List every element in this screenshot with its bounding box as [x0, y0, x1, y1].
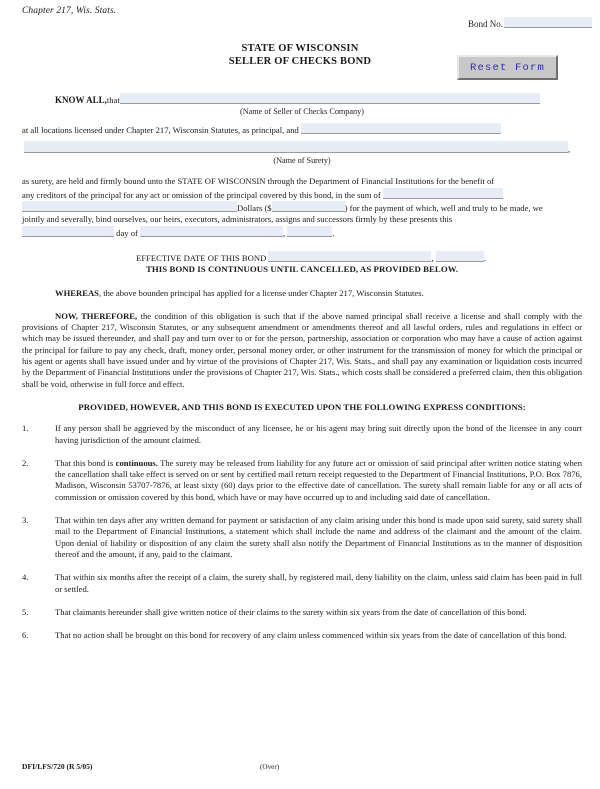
dollars-after-text: ) for the payment of which, well and truly to be made, we — [344, 203, 543, 214]
effective-date-line: EFFECTIVE DATE OF THIS BOND , . — [136, 252, 486, 263]
chapter-citation: Chapter 217, Wis. Stats. — [22, 6, 117, 16]
now-therefore-text: the condition of this obligation is such that if the above named principal shall receive a license and shall comply with the provisions of Chapter 217, Wisconsin Statutes, or any subsequent amendment or amendments thereof and all lawful orders, rules and regulations in effect or which may be issued thereunder, and shall pay and turn over to or for the person, partnership, association or corporation who may have a cause of action against the principal for failure to pay any check, draft, money order, personal money order, or other instrument for the transmission of money for which the principal or his agent or agents shall have issued under and by virtue of the provisions of Chapter 217, Wis. Stats., and shall pay any examination or liquidation costs incurred by the Department of Financial Institutions under the provisions of Chapter 217, Wis. Stats., which costs shall be considered a preferred claim, then this obligation shall be void, otherwise in full force and effect. — [22, 310, 582, 389]
conditions-list — [22, 423, 582, 641]
form-id: DFI/LFS/720 (R 5/05) — [22, 762, 93, 771]
condition-number: 1. — [22, 423, 29, 434]
dollars-words-input[interactable] — [22, 201, 237, 212]
title-line-2: SELLER OF CHECKS BOND — [228, 56, 372, 67]
bond-number-row — [468, 17, 592, 29]
bond-number-input[interactable] — [504, 17, 592, 28]
document-footer — [22, 762, 582, 771]
condition-number: 3. — [22, 515, 29, 526]
day-of-label: day of — [116, 227, 138, 238]
surety-binding-line-1: as surety, are held and firmly bound unto the STATE OF WISCONSIN through the Department of Financial Institutions for the benefit of — [22, 176, 495, 187]
seller-name-caption: (Name of Seller of Checks Company) — [240, 107, 364, 117]
whereas-label: WHEREAS — [55, 287, 99, 298]
surety-binding-line-2 — [22, 188, 582, 201]
surety-name-input-2[interactable] — [24, 141, 568, 153]
dollars-line — [22, 201, 582, 214]
condition-item — [22, 423, 582, 446]
condition-number: 5. — [22, 606, 29, 617]
surety-name-caption: (Name of Surety) — [273, 156, 331, 166]
condition-number: 4. — [22, 572, 29, 583]
condition-item — [22, 458, 582, 503]
dollars-label: Dollars ($ — [237, 203, 272, 214]
locations-line — [22, 123, 582, 136]
reset-form-button[interactable]: Reset Form — [457, 55, 558, 80]
condition-text-pre: That this bond is — [55, 457, 116, 468]
condition-number: 6. — [22, 630, 29, 641]
condition-text: That within six months after the receipt of a claim, the surety shall, by registered mail, deny liability on the claim, unless said claim has been paid in full or settled. — [55, 572, 582, 594]
condition-number: 2. — [22, 457, 29, 468]
document-body — [22, 93, 582, 653]
over-label: (Over) — [260, 763, 280, 771]
effective-date-input[interactable] — [268, 251, 431, 262]
condition-text: That no action shall be brought on this bond for recovery of any claim unless commenced within six years from the date of cancellation of this bond. — [55, 630, 567, 641]
condition-text: That within ten days after any written demand for payment or satisfaction of any claim arising under this bond is made upon said surety, said surety shall mail to the Department of Financial Institutions, a statement which shall include the name and address of the claimant and the amount of the claim. Upon denial of liability or disposition of any claim the surety shall also notify the Department of Financial Institutions as to the manner of disposition thereof and the amount, if any, paid to the claimant. — [55, 515, 582, 559]
surety-name-line-2: , — [22, 141, 582, 155]
condition-text-post: The surety may be released from liability for any future act or omission of said principal after written notice stating when the cancellation shall take effect is served on or sent by certified mail return receipt requested to the Department of Financial Institutions, P.O. Box 7876, Madison, Wisconsin 53707-7876, at least sixty (60) days prior to the effective date of cancellation. The surety shall remain liable for any or all acts of commission or omission covered by this bond, which have or may have occurred up to and including said date of cancellation. — [55, 457, 582, 502]
surety-binding-paragraph — [22, 176, 582, 238]
locations-text: at all locations licensed under Chapter 217, Wisconsin Statutes, as principal, and — [22, 124, 299, 135]
continuous-notice: THIS BOND IS CONTINUOUS UNTIL CANCELLED, AS PROVIDED BELOW. — [145, 264, 459, 275]
condition-text — [55, 458, 582, 503]
day-input[interactable] — [22, 226, 114, 237]
know-all-that: that — [106, 95, 120, 105]
condition-bold-word: continuous. — [115, 457, 158, 468]
year-input[interactable] — [287, 226, 332, 237]
condition-text: That claimants hereunder shall give written notice of their claims to the surety within six years from the date of cancellation of this bond. — [55, 606, 527, 617]
know-all-label: KNOW ALL, — [55, 95, 107, 105]
effective-date-label: EFFECTIVE DATE OF THIS BOND — [136, 252, 267, 263]
condition-item — [22, 572, 582, 595]
know-all-line — [22, 93, 582, 106]
whereas-text: , the above bounden principal has applied for a license under Chapter 217, Wisconsin Statutes. — [98, 287, 424, 298]
whereas-paragraph — [22, 288, 582, 299]
condition-item — [22, 630, 582, 641]
condition-item — [22, 515, 582, 560]
title-line-1: STATE OF WISCONSIN — [241, 43, 359, 54]
surety-name-input[interactable] — [301, 123, 501, 134]
seller-name-input[interactable] — [120, 93, 540, 104]
now-therefore-label: NOW, THEREFORE, — [55, 310, 138, 321]
day-of-line: day of , . — [22, 226, 582, 239]
surety-binding-line-2-text: any creditors of the principal for any act or omission of the principal covered by this bond, in the sum of — [22, 189, 381, 200]
provided-heading: PROVIDED, HOWEVER, AND THIS BOND IS EXECUTED UPON THE FOLLOWING EXPRESS CONDITIONS: — [78, 401, 526, 412]
surety-binding-line-3: jointly and severally, bind ourselves, our heirs, executors, administrators, assigns and successors firmly by these presents this — [22, 214, 453, 225]
now-therefore-paragraph — [22, 311, 582, 390]
dollars-amount-input[interactable] — [272, 201, 345, 212]
condition-text: If any person shall be aggrieved by the misconduct of any licensee, he or his agent may bring suit directly upon the bond of the licensee in any court having jurisdiction of the amount claimed. — [55, 423, 582, 445]
bond-number-label: Bond No. — [467, 19, 503, 29]
condition-item — [22, 607, 582, 618]
month-input[interactable] — [140, 226, 283, 237]
sum-input[interactable] — [383, 188, 503, 199]
effective-year-input[interactable] — [436, 251, 484, 262]
